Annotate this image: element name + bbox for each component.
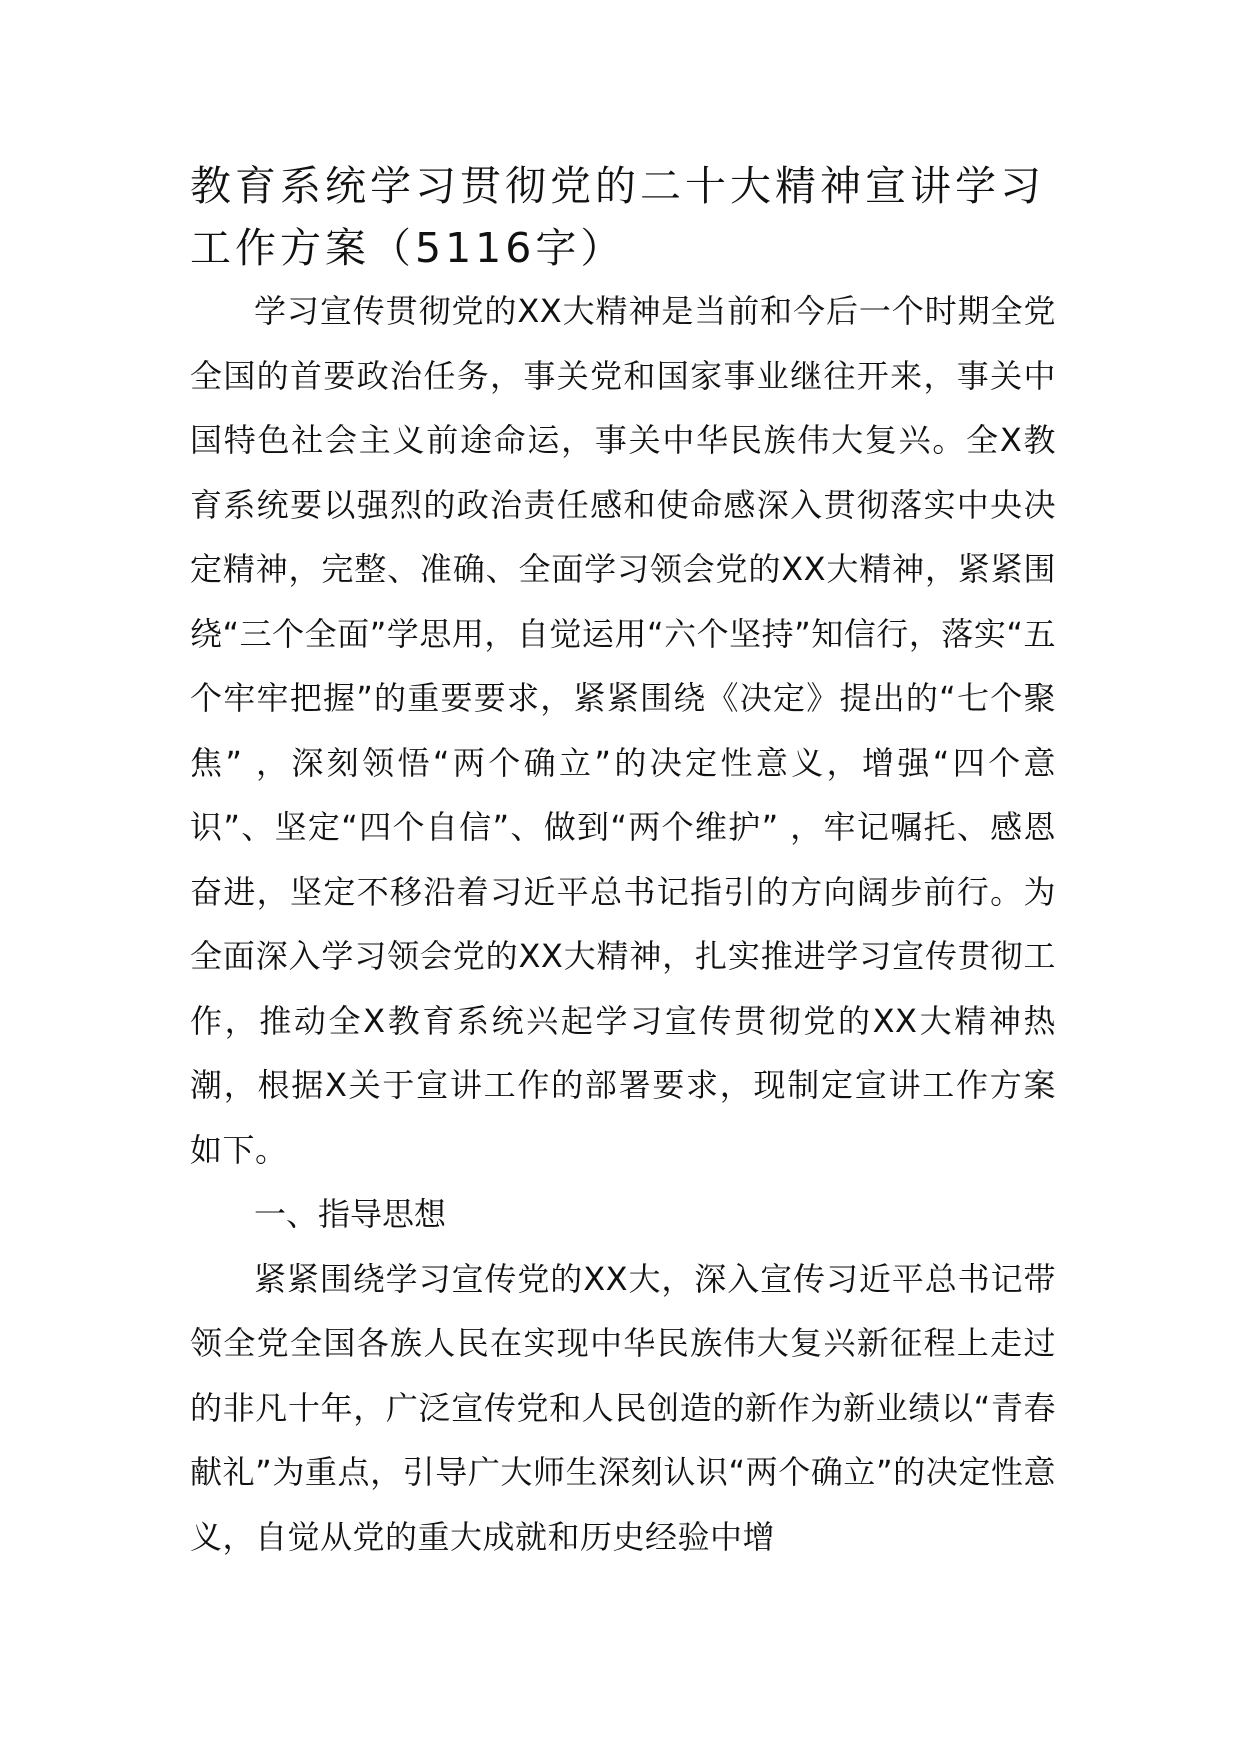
document-page [190, 155, 1056, 1569]
section-1-paragraph: 紧紧围绕学习宣传党的XX大，深入宣传习近平总书记带领全党全国各族人民在实现中华民族伟大复兴新征程上走过的非凡十年，广泛宣传党和人民创造的新作为新业绩以“青春献礼”为重点，引导广大师生深刻认识“两个确立”的决定性意义，自觉从党的重大成就和历史经验中增 [190, 1259, 1056, 1556]
intro-paragraph: 学习宣传贯彻党的XX大精神是当前和今后一个时期全党全国的首要政治任务，事关党和国家事业继往开来，事关中国特色社会主义前途命运，事关中华民族伟大复兴。全X教育系统要以强烈的政治责任感和使命感深入贯彻落实中央决定精神，完整、准确、全面学习领会党的XX大精神，紧紧围绕“三个全面”学思用，自觉运用“六个坚持”知信行，落实“五个牢牢把握”的重要要求，紧紧围绕《决定》提出的“七个聚焦” ，深刻领悟“两个确立”的决定性意义，增强“四个意识”、坚定“四个自信”、做到“两个维护” ，牢记嘱托、感恩奋进，坚定不移沿着习近平总书记指引的方向阔步前行。为全面深入学习领会党的XX大精神，扎实推进学习宣传贯彻工作，推动全X教育系统兴起学习宣传贯彻党的XX大精神热潮，根据X关于宣讲工作的部署要求，现制定宣讲工作方案如下。 [190, 292, 1056, 1169]
document-title: 教育系统学习贯彻党的二十大精神宣讲学习工作方案（5116字） [190, 162, 1045, 272]
section-heading-guiding-ideology: 一、指导思想 [254, 1195, 447, 1233]
